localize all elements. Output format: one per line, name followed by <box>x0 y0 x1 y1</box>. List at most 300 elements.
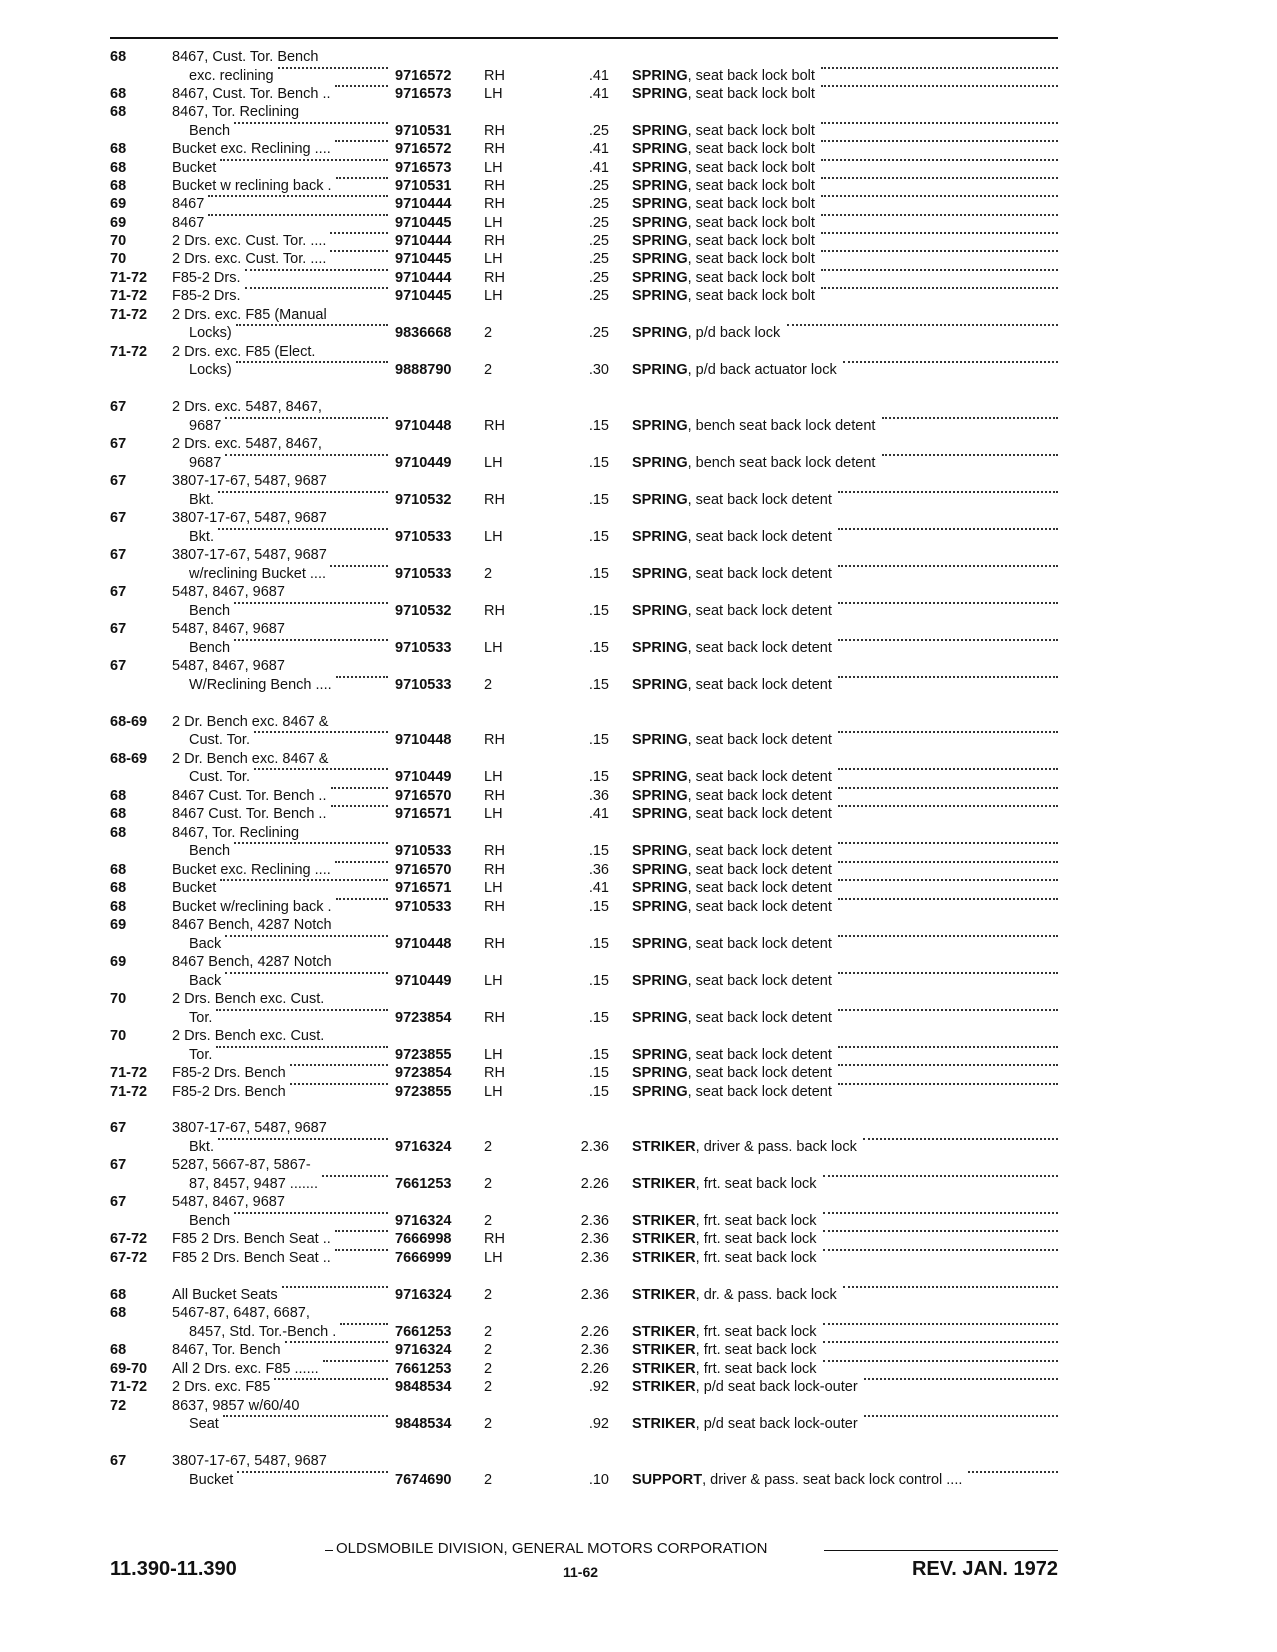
part-detail: , bench seat back lock detent <box>687 455 876 471</box>
part-number: 9710444 <box>395 196 452 212</box>
part-description <box>632 805 1060 823</box>
part-type: SPRING <box>632 418 688 434</box>
quantity: 2 <box>484 1416 493 1432</box>
part-detail: , seat back lock bolt <box>687 196 815 212</box>
part-detail: , seat back lock bolt <box>687 160 815 176</box>
table-row <box>0 398 1277 416</box>
model-application: Bench <box>189 843 231 859</box>
model-application: 3807-17-67, 5487, 9687 <box>172 1453 327 1469</box>
price: .15 <box>588 529 609 545</box>
price: .15 <box>588 603 609 619</box>
model-application: 2 Drs. exc. F85 <box>172 1379 271 1395</box>
part-detail: , seat back lock detent <box>687 677 832 693</box>
model-application: Bench <box>189 603 231 619</box>
price: .25 <box>588 288 609 304</box>
quantity: 2 <box>484 325 493 341</box>
quantity: LH <box>484 529 503 545</box>
part-description <box>632 898 1060 916</box>
table-row <box>0 269 1277 287</box>
leader-dots <box>821 122 1058 124</box>
model-application: 87, 8457, 9487 ....... <box>189 1176 318 1192</box>
price: .15 <box>588 566 609 582</box>
model-application: F85 2 Drs. Bench Seat .. <box>172 1250 331 1266</box>
model-year: 68 <box>110 880 127 896</box>
quantity: RH <box>484 418 505 434</box>
part-number: 9710449 <box>395 769 452 785</box>
part-detail: , seat back lock detent <box>687 880 832 896</box>
model-year: 68 <box>110 899 127 915</box>
leader-dots <box>821 85 1058 87</box>
model-application: Back <box>189 936 222 952</box>
quantity: 2 <box>484 1139 493 1155</box>
quantity: RH <box>484 1231 505 1247</box>
leader-dots <box>838 639 1058 641</box>
leader-dots <box>220 879 388 881</box>
part-description <box>632 361 1060 379</box>
part-description <box>632 1230 1060 1248</box>
model-application: Bkt. <box>189 1139 214 1155</box>
leader-dots <box>838 805 1058 807</box>
price: .15 <box>588 1084 609 1100</box>
model-year: 69 <box>110 954 127 970</box>
quantity: LH <box>484 86 503 102</box>
part-type: STRIKER <box>632 1287 696 1303</box>
quantity: LH <box>484 1047 503 1063</box>
price: 2.36 <box>580 1342 609 1358</box>
leader-dots <box>234 842 388 844</box>
model-application: 5287, 5667-87, 5867- <box>172 1157 311 1173</box>
part-detail: , seat back lock bolt <box>687 251 815 267</box>
model-application: 2 Drs. Bench exc. Cust. <box>172 1028 325 1044</box>
model-application: 2 Drs. exc. Cust. Tor. .... <box>172 233 327 249</box>
model-application: F85-2 Drs. Bench <box>172 1065 286 1081</box>
leader-dots <box>331 805 388 807</box>
model-application: F85 2 Drs. Bench Seat .. <box>172 1231 331 1247</box>
model-application: 2 Drs. Bench exc. Cust. <box>172 991 325 1007</box>
leader-dots <box>234 602 388 604</box>
quantity: LH <box>484 288 503 304</box>
model-application: Bucket exc. Reclining .... <box>172 141 331 157</box>
leader-dots <box>838 935 1058 937</box>
table-row <box>0 232 1277 250</box>
part-number: 9848534 <box>395 1379 452 1395</box>
table-row <box>0 1156 1277 1174</box>
part-detail: , frt. seat back lock <box>695 1213 817 1229</box>
model-year: 68-69 <box>110 751 148 767</box>
model-year: 69 <box>110 917 127 933</box>
table-row <box>0 1009 1277 1027</box>
part-number: 9716572 <box>395 141 452 157</box>
part-detail: , seat back lock bolt <box>687 123 815 139</box>
part-number: 9716324 <box>395 1342 452 1358</box>
price: .25 <box>588 215 609 231</box>
quantity: LH <box>484 880 503 896</box>
leader-dots <box>838 842 1058 844</box>
leader-dots <box>290 1064 388 1066</box>
model-application: Bench <box>189 640 231 656</box>
price: .15 <box>588 1065 609 1081</box>
price: .92 <box>588 1379 609 1395</box>
leader-dots <box>823 1249 1058 1251</box>
leader-dots <box>838 1083 1058 1085</box>
model-application: Tor. <box>189 1047 213 1063</box>
leader-dots <box>335 861 388 863</box>
part-type: SPRING <box>632 178 688 194</box>
quantity: RH <box>484 196 505 212</box>
table-row <box>0 177 1277 195</box>
model-year: 71-72 <box>110 1065 148 1081</box>
footer-division: OLDSMOBILE DIVISION, GENERAL MOTORS CORPORATION <box>336 1540 768 1557</box>
table-row <box>0 1415 1277 1433</box>
model-year: 68 <box>110 160 127 176</box>
model-application: Bkt. <box>189 492 214 508</box>
model-application: Seat <box>189 1416 219 1432</box>
leader-dots <box>323 1360 388 1362</box>
quantity: LH <box>484 455 503 471</box>
part-description <box>632 491 1060 509</box>
part-description <box>632 731 1060 749</box>
leader-dots <box>821 140 1058 142</box>
part-detail: , frt. seat back lock <box>695 1250 817 1266</box>
model-year: 68 <box>110 1305 127 1321</box>
part-type: SPRING <box>632 1084 688 1100</box>
model-application: w/reclining Bucket .... <box>189 566 326 582</box>
quantity: 2 <box>484 1176 493 1192</box>
model-application: 2 Drs. exc. Cust. Tor. .... <box>172 251 327 267</box>
quantity: 2 <box>484 1213 493 1229</box>
leader-dots <box>838 898 1058 900</box>
part-detail: , seat back lock bolt <box>687 233 815 249</box>
model-year: 68 <box>110 141 127 157</box>
model-year: 67 <box>110 510 127 526</box>
part-detail: , seat back lock detent <box>687 769 832 785</box>
quantity: 2 <box>484 1324 493 1340</box>
quantity: RH <box>484 1010 505 1026</box>
model-application: 8467, Tor. Reclining <box>172 104 300 120</box>
leader-dots <box>282 1286 388 1288</box>
model-application: Bucket <box>189 1472 234 1488</box>
table-row <box>0 1452 1277 1470</box>
leader-dots <box>838 861 1058 863</box>
table-row <box>0 990 1277 1008</box>
part-type: SPRING <box>632 788 688 804</box>
leader-dots <box>821 67 1058 69</box>
part-detail: , seat back lock detent <box>687 788 832 804</box>
price: .41 <box>588 86 609 102</box>
quantity: RH <box>484 843 505 859</box>
table-row <box>0 1083 1277 1101</box>
part-type: SPRING <box>632 270 688 286</box>
leader-dots <box>838 879 1058 881</box>
leader-dots <box>330 565 388 567</box>
leader-dots <box>218 491 388 493</box>
quantity: LH <box>484 806 503 822</box>
model-application: 9687 <box>189 455 222 471</box>
quantity: RH <box>484 178 505 194</box>
part-detail: , bench seat back lock detent <box>687 418 876 434</box>
part-description <box>632 768 1060 786</box>
table-row <box>0 676 1277 694</box>
leader-dots <box>823 1323 1058 1325</box>
quantity: 2 <box>484 566 493 582</box>
leader-dots <box>245 287 388 289</box>
model-year: 68 <box>110 862 127 878</box>
part-type: STRIKER <box>632 1176 696 1192</box>
model-application: 8467, Tor. Reclining <box>172 825 300 841</box>
part-type: SPRING <box>632 880 688 896</box>
part-description <box>632 602 1060 620</box>
model-application: 5487, 8467, 9687 <box>172 1194 285 1210</box>
table-row <box>0 953 1277 971</box>
price: .41 <box>588 160 609 176</box>
part-description <box>632 935 1060 953</box>
model-application: 8467, Cust. Tor. Bench .. <box>172 86 331 102</box>
part-number: 9710445 <box>395 251 452 267</box>
table-row <box>0 935 1277 953</box>
part-detail: , seat back lock detent <box>687 1047 832 1063</box>
leader-dots <box>340 1323 388 1325</box>
part-number: 9716573 <box>395 160 452 176</box>
model-application: Cust. Tor. <box>189 769 250 785</box>
model-year: 71-72 <box>110 1084 148 1100</box>
leader-dots <box>864 1378 1058 1380</box>
price: .15 <box>588 640 609 656</box>
part-detail: , seat back lock bolt <box>687 270 815 286</box>
price: 2.26 <box>580 1176 609 1192</box>
model-year: 70 <box>110 233 127 249</box>
quantity: LH <box>484 160 503 176</box>
leader-dots <box>838 676 1058 678</box>
part-description <box>632 842 1060 860</box>
price: 2.36 <box>580 1231 609 1247</box>
part-number: 9710449 <box>395 455 452 471</box>
price: .15 <box>588 677 609 693</box>
table-row <box>0 898 1277 916</box>
part-type: SPRING <box>632 233 688 249</box>
quantity: 2 <box>484 1287 493 1303</box>
leader-dots <box>838 768 1058 770</box>
table-row <box>0 435 1277 453</box>
part-detail: , frt. seat back lock <box>695 1176 817 1192</box>
table-row <box>0 343 1277 361</box>
quantity: 2 <box>484 362 493 378</box>
part-number: 9710533 <box>395 566 452 582</box>
model-application: Bucket <box>172 160 217 176</box>
part-detail: , seat back lock detent <box>687 843 832 859</box>
table-row <box>0 159 1277 177</box>
leader-dots <box>843 361 1058 363</box>
part-number: 9710533 <box>395 677 452 693</box>
part-type: SPRING <box>632 196 688 212</box>
model-application: Cust. Tor. <box>189 732 250 748</box>
quantity: RH <box>484 936 505 952</box>
model-year: 68-69 <box>110 714 148 730</box>
table-row <box>0 861 1277 879</box>
part-number: 9716324 <box>395 1213 452 1229</box>
leader-dots <box>821 250 1058 252</box>
model-application: Tor. <box>189 1010 213 1026</box>
part-description <box>632 1323 1060 1341</box>
part-detail: , seat back lock detent <box>687 529 832 545</box>
part-detail: , p/d seat back lock-outer <box>695 1379 858 1395</box>
model-year: 67-72 <box>110 1250 148 1266</box>
leader-dots <box>225 935 388 937</box>
table-row <box>0 140 1277 158</box>
part-type: STRIKER <box>632 1231 696 1247</box>
table-row <box>0 750 1277 768</box>
part-number: 9723855 <box>395 1084 452 1100</box>
model-application: 9687 <box>189 418 222 434</box>
part-type: STRIKER <box>632 1324 696 1340</box>
model-application: Bench <box>189 1213 231 1229</box>
leader-dots <box>336 898 388 900</box>
price: .15 <box>588 418 609 434</box>
part-number: 9710533 <box>395 899 452 915</box>
model-application: 3807-17-67, 5487, 9687 <box>172 1120 327 1136</box>
part-description <box>632 1009 1060 1027</box>
model-year: 70 <box>110 251 127 267</box>
table-row <box>0 620 1277 638</box>
part-type: STRIKER <box>632 1416 696 1432</box>
price: .25 <box>588 196 609 212</box>
page-number: 11-62 <box>563 1564 599 1580</box>
model-year: 68 <box>110 806 127 822</box>
part-description <box>632 232 1060 250</box>
leader-dots <box>882 417 1058 419</box>
part-type: SPRING <box>632 899 688 915</box>
table-row <box>0 122 1277 140</box>
table-row <box>0 1119 1277 1137</box>
leader-dots <box>237 1471 388 1473</box>
price: .41 <box>588 141 609 157</box>
table-row <box>0 1046 1277 1064</box>
part-number: 9710448 <box>395 732 452 748</box>
part-detail: , p/d back lock <box>687 325 781 341</box>
quantity: 2 <box>484 1342 493 1358</box>
part-description <box>632 787 1060 805</box>
model-year: 67 <box>110 1194 127 1210</box>
quantity: LH <box>484 769 503 785</box>
price: .25 <box>588 325 609 341</box>
price: .15 <box>588 936 609 952</box>
leader-dots <box>823 1175 1058 1177</box>
part-description <box>632 67 1060 85</box>
part-type: STRIKER <box>632 1342 696 1358</box>
quantity: 2 <box>484 1361 493 1377</box>
leader-dots <box>821 214 1058 216</box>
quantity: LH <box>484 251 503 267</box>
table-row <box>0 657 1277 675</box>
table-row <box>0 85 1277 103</box>
model-application: F85-2 Drs. Bench <box>172 1084 286 1100</box>
part-description <box>632 250 1060 268</box>
model-application: exc. reclining <box>189 68 274 84</box>
price: .25 <box>588 233 609 249</box>
part-detail: , seat back lock bolt <box>687 86 815 102</box>
quantity: RH <box>484 899 505 915</box>
leader-dots <box>838 972 1058 974</box>
part-description <box>632 1341 1060 1359</box>
leader-dots <box>208 214 388 216</box>
part-number: 9710445 <box>395 215 452 231</box>
leader-dots <box>821 287 1058 289</box>
price: .15 <box>588 1047 609 1063</box>
quantity: 2 <box>484 1379 493 1395</box>
leader-dots <box>208 195 388 197</box>
table-row <box>0 546 1277 564</box>
part-type: SPRING <box>632 677 688 693</box>
part-number: 9710532 <box>395 603 452 619</box>
price: .15 <box>588 492 609 508</box>
price: .25 <box>588 270 609 286</box>
part-number: 9723854 <box>395 1010 452 1026</box>
price: .10 <box>588 1472 609 1488</box>
table-row <box>0 287 1277 305</box>
part-number: 9716571 <box>395 880 452 896</box>
model-application: Back <box>189 973 222 989</box>
leader-dots <box>218 528 388 530</box>
model-application: 2 Drs. exc. 5487, 8467, <box>172 399 322 415</box>
model-application: Locks) <box>189 325 232 341</box>
leader-dots <box>216 1046 388 1048</box>
part-number: 9723854 <box>395 1065 452 1081</box>
table-row <box>0 361 1277 379</box>
price: .25 <box>588 178 609 194</box>
part-number: 7666999 <box>395 1250 452 1266</box>
part-description <box>632 140 1060 158</box>
leader-dots <box>843 1286 1058 1288</box>
part-description <box>632 639 1060 657</box>
part-type: SPRING <box>632 566 688 582</box>
table-row <box>0 583 1277 601</box>
part-detail: , seat back lock bolt <box>687 215 815 231</box>
part-number: 9848534 <box>395 1416 452 1432</box>
part-description <box>632 214 1060 232</box>
part-type: SPRING <box>632 806 688 822</box>
table-row <box>0 1193 1277 1211</box>
part-description <box>632 1249 1060 1267</box>
quantity: RH <box>484 233 505 249</box>
part-detail: , dr. & pass. back lock <box>695 1287 837 1303</box>
table-row <box>0 324 1277 342</box>
price: .41 <box>588 806 609 822</box>
part-number: 9710445 <box>395 288 452 304</box>
part-number: 9710533 <box>395 843 452 859</box>
part-detail: , seat back lock bolt <box>687 178 815 194</box>
part-description <box>632 1175 1060 1193</box>
leader-dots <box>821 195 1058 197</box>
model-year: 72 <box>110 1398 127 1414</box>
model-year: 71-72 <box>110 288 148 304</box>
price: .15 <box>588 769 609 785</box>
model-application: 8467 Cust. Tor. Bench .. <box>172 788 327 804</box>
table-row <box>0 1471 1277 1489</box>
leader-dots <box>254 731 388 733</box>
model-application: 8467 Bench, 4287 Notch <box>172 954 332 970</box>
quantity: LH <box>484 1250 503 1266</box>
table-row <box>0 1249 1277 1267</box>
part-description <box>632 676 1060 694</box>
model-application: 3807-17-67, 5487, 9687 <box>172 473 327 489</box>
part-number: 9710533 <box>395 640 452 656</box>
model-year: 67 <box>110 658 127 674</box>
table-row <box>0 1212 1277 1230</box>
part-number: 9716570 <box>395 862 452 878</box>
part-number: 9710448 <box>395 936 452 952</box>
leader-dots <box>236 324 388 326</box>
model-year: 67 <box>110 1157 127 1173</box>
model-year: 67 <box>110 584 127 600</box>
